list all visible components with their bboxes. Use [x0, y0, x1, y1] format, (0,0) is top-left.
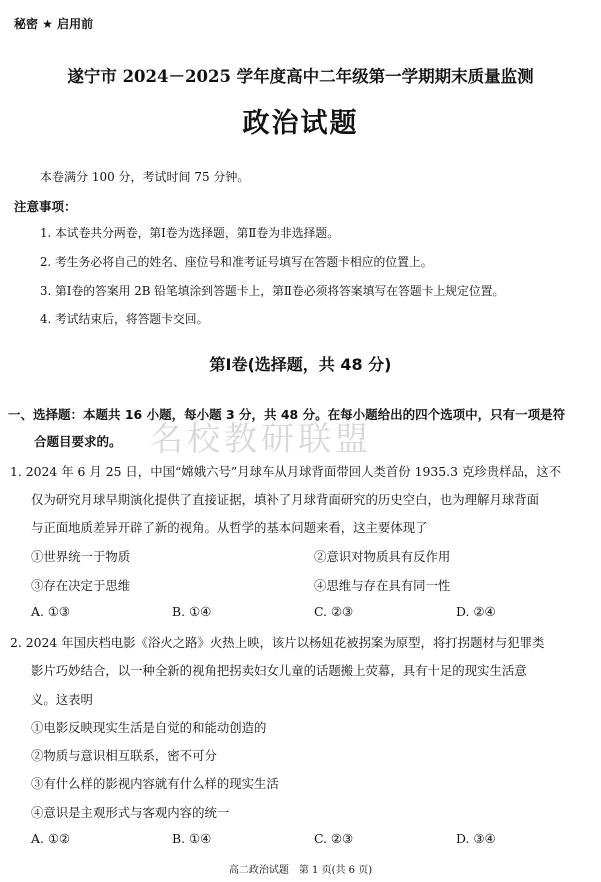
question-2-choice-b: B. ①④ [172, 831, 212, 846]
watermark: 名校教研联盟 [150, 419, 372, 458]
notice-item: 3. 第Ⅰ卷的答案用 2B 铅笔填涂到答题卡上，第Ⅱ卷必须将答案填写在答题卡上规定位置。 [40, 284, 505, 298]
section-title: 第Ⅰ卷(选择题，共 48 分) [209, 355, 392, 374]
notice-item: 4. 考试结束后，将答题卡交回。 [40, 312, 209, 326]
page-footer: 高二政治试题 第 1 页(共 6 页) [228, 865, 373, 876]
question-2-statement: ③有什么样的影视内容就有什么样的现实生活 [31, 776, 279, 791]
question-1-choice-c: C. ②③ [314, 604, 354, 619]
question-2-line: 影片巧妙结合，以一种全新的视角把拐卖妇女儿童的话题搬上荧幕，具有十足的现实生活意 [31, 663, 527, 678]
question-1-choice-d: D. ②④ [456, 604, 496, 619]
question-2-line: 义。这表明 [31, 692, 93, 707]
notice-title: 注意事项： [14, 199, 77, 214]
question-2-choice-a: A. ①② [31, 831, 71, 846]
notice-item: 2. 考生务必将自己的姓名、座位号和准考证号填写在答题卡相应的位置上。 [40, 255, 433, 269]
notice-item: 1. 本试卷共分两卷，第Ⅰ卷为选择题，第Ⅱ卷为非选择题。 [40, 226, 340, 240]
question-1-line: 仅为研究月球早期演化提供了直接证据，填补了月球背面研究的历史空白，也为理解月球背面 [31, 492, 540, 507]
question-1-line: 1. 2024 年 6 月 25 日，中国“嫦娥六号”月球车从月球背面带回人类首份 1935.3 克珍贵样品，这不 [10, 464, 562, 479]
question-2-statement: ④意识是主观形式与客观内容的统一 [31, 805, 230, 820]
instructions-line: 一、选择题：本题共 16 小题，每小题 3 分，共 48 分。在每小题给出的四个选项中，只有一项是符 [8, 407, 566, 422]
instructions-line: 合题目要求的。 [34, 434, 122, 449]
question-2-choice-d: D. ③④ [456, 831, 496, 846]
exam-title: 遂宁市 2024－2025 学年度高中二年级第一学期期末质量监测 [67, 67, 534, 86]
question-1-statement: ①世界统一于物质 [31, 549, 131, 564]
question-1-line: 与正面地质差异开辟了新的视角。从哲学的基本问题来看，这主要体现了 [31, 520, 428, 535]
question-1-choice-a: A. ①③ [31, 604, 71, 619]
question-1-statement: ③存在决定于思维 [31, 578, 131, 593]
question-2-statement: ①电影反映现实生活是自觉的和能动创造的 [31, 720, 267, 735]
subject-title: 政治试题 [242, 108, 359, 139]
score-time-line: 本卷满分 100 分，考试时间 75 分钟。 [40, 170, 250, 184]
question-2-line: 2. 2024 年国庆档电影《浴火之路》火热上映，该片以杨妞花被拐案为原型，将打拐题材与犯罪类 [10, 635, 545, 650]
question-1-statement: ④思维与存在具有同一性 [314, 578, 451, 593]
question-2-statement: ②物质与意识相互联系，密不可分 [31, 748, 217, 763]
confidential-label: 秘密 ★ 启用前 [14, 17, 94, 31]
question-2-choice-c: C. ②③ [314, 831, 354, 846]
question-1-choice-b: B. ①④ [172, 604, 212, 619]
question-1-statement: ②意识对物质具有反作用 [314, 549, 451, 564]
